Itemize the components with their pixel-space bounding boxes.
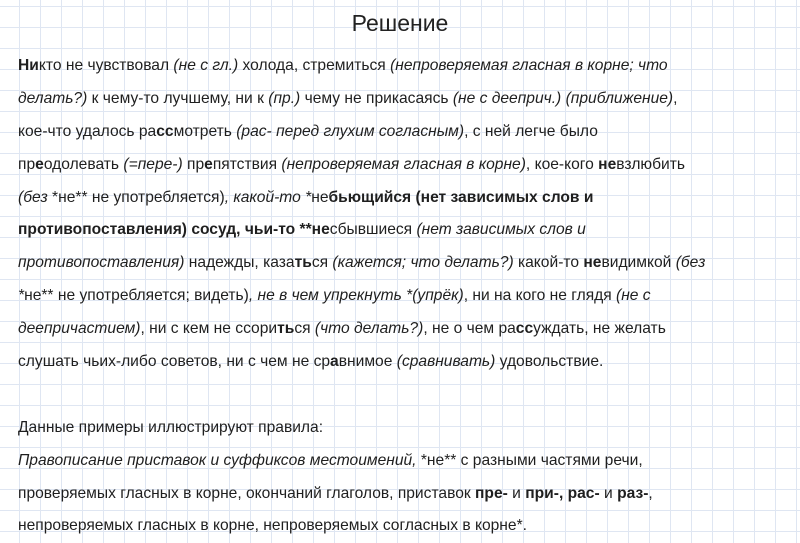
text-fragment: Ни	[18, 57, 39, 74]
text-fragment: Правописание приставок и суффиксов местоимений,	[18, 451, 421, 469]
text-fragment: а	[330, 353, 339, 371]
text-fragment: мотреть	[173, 122, 237, 140]
text-fragment: (без	[675, 254, 706, 272]
text-fragment: (не с гл.)	[173, 57, 239, 74]
page-title: Решение	[351, 10, 449, 36]
text-fragment: , не в чем упрекнуть *(упрёк)	[248, 287, 464, 305]
text-fragment: одолевать	[43, 155, 124, 173]
text-fragment: не	[583, 254, 602, 272]
text-fragment: и	[599, 484, 618, 502]
text-line-9	[18, 313, 793, 346]
text-line-2	[18, 83, 793, 116]
text-fragment: бьющийся (нет зависимых слов и	[328, 188, 594, 206]
text-line-6	[18, 214, 793, 247]
text-fragment: удовольствие.	[495, 353, 604, 371]
text-fragment: сс	[156, 122, 174, 140]
text-fragment: (кажется; что делать?)	[332, 254, 514, 272]
text-fragment: , какой-то *	[224, 188, 312, 206]
text-fragment: противопоставления)	[18, 254, 185, 272]
text-fragment: уждать, не желать	[533, 320, 666, 338]
text-fragment: ся	[311, 254, 333, 272]
text-fragment: не	[598, 155, 617, 173]
text-fragment: (без	[18, 188, 53, 206]
text-fragment: сс	[515, 320, 534, 338]
text-line-1	[18, 50, 793, 83]
text-fragment: пре-	[475, 484, 508, 502]
text-fragment: раз-	[617, 484, 649, 502]
text-fragment: не	[311, 188, 329, 206]
text-fragment: и	[507, 484, 526, 502]
text-fragment: е	[204, 155, 213, 173]
text-fragment: (=пере-)	[123, 155, 183, 173]
rules-line-2	[18, 478, 793, 511]
text-fragment: (рас- перед глухим согласным)	[236, 122, 465, 140]
text-fragment: ,	[648, 484, 653, 502]
text-line-3	[18, 116, 793, 149]
paragraph-gap	[18, 379, 793, 412]
text-fragment: слушать чьих-либо советов, ни с чем не ср	[18, 353, 331, 371]
text-fragment: видимкой	[601, 254, 676, 272]
text-fragment: (сравнивать)	[396, 353, 496, 371]
text-fragment: (не с дееприч.) (приближение)	[452, 89, 674, 107]
text-fragment: не	[311, 221, 330, 239]
text-fragment: ,	[673, 89, 678, 107]
text-line-10	[18, 346, 793, 379]
text-fragment: (пр.)	[268, 89, 301, 107]
text-fragment: , с ней легче было	[464, 122, 598, 140]
text-fragment: чему не прикасаясь	[300, 89, 453, 107]
text-fragment: *	[18, 287, 25, 305]
text-fragment: , ни на кого не глядя	[463, 287, 617, 305]
text-fragment: какой-то	[513, 254, 584, 272]
text-fragment: пр	[18, 155, 36, 173]
rules-intro: Данные примеры иллюстрируют правила:	[18, 418, 324, 436]
text-fragment: ся	[294, 320, 315, 338]
text-fragment: противопоставления) сосуд, чьи-то **	[18, 221, 312, 239]
text-fragment: кто не чувствовал	[38, 57, 174, 74]
solution-text	[18, 50, 793, 543]
text-fragment: ть	[277, 320, 295, 338]
text-fragment: (нет зависимых слов и	[416, 221, 586, 239]
rules-line-3: непроверяемых гласных в корне, непроверяемых согласных в корне*.	[18, 517, 527, 535]
text-fragment: не** не употребляется; видеть)	[24, 287, 249, 305]
text-fragment: , не о чем ра	[423, 320, 516, 338]
text-fragment: взлюбить	[616, 155, 686, 173]
text-fragment: ть	[294, 254, 312, 272]
text-fragment: к чему-то лучшему, ни к	[87, 89, 269, 107]
text-fragment: (непроверяемая гласная в корне)	[281, 155, 526, 173]
text-fragment: при-, рас-	[525, 484, 600, 502]
text-fragment: проверяемых гласных в корне, окончаний глаголов, приставок	[18, 484, 476, 502]
text-fragment: внимое	[338, 353, 397, 371]
text-fragment: делать?)	[18, 89, 88, 107]
text-fragment: пятствия	[212, 155, 282, 173]
text-fragment: пр	[182, 155, 205, 173]
text-fragment: е	[35, 155, 44, 173]
text-line-4	[18, 149, 793, 182]
text-fragment: , кое-кого	[525, 155, 599, 173]
text-fragment: (не с	[616, 287, 651, 305]
text-fragment: кое-что удалось ра	[18, 122, 157, 140]
text-fragment: *не** не употребляется)	[52, 188, 225, 206]
text-line-7	[18, 247, 793, 280]
text-fragment: (что делать?)	[314, 320, 424, 338]
text-fragment: *не** с разными частями речи,	[420, 451, 643, 469]
text-fragment: сбывшиеся	[329, 221, 417, 239]
text-line-8	[18, 280, 793, 313]
rules-line-1	[18, 445, 793, 478]
text-fragment: , ни с кем не ссори	[140, 320, 278, 338]
text-fragment: холода, стремиться	[238, 57, 391, 74]
text-fragment: (непроверяемая гласная в корне; что	[390, 57, 668, 74]
text-fragment: деепричастием)	[18, 320, 141, 338]
text-fragment: надежды, каза	[184, 254, 295, 272]
text-line-5	[18, 182, 793, 215]
